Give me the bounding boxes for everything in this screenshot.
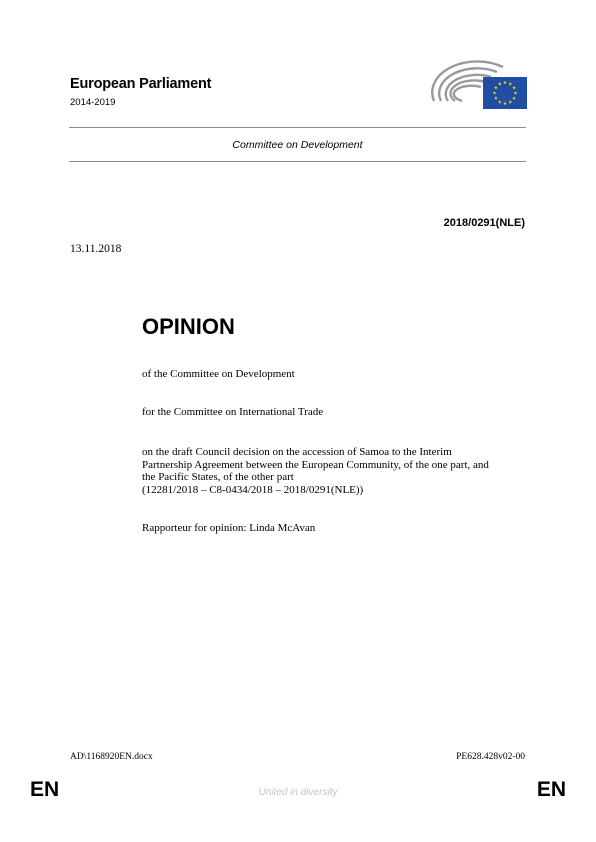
subject-line: (12281/2018 – C8-0434/2018 – 2018/0291(NLE)) (142, 483, 364, 496)
rapporteur-text: Rapporteur for opinion: Linda McAvan (142, 522, 316, 534)
motto: United in diversity (258, 787, 338, 798)
parliamentary-term: 2014-2019 (70, 97, 116, 108)
document-date: 13.11.2018 (70, 243, 122, 255)
file-reference: AD\1168920EN.docx (70, 752, 153, 762)
subject-paragraph (142, 446, 532, 496)
european-parliament-logo-icon (431, 59, 527, 109)
committee-name: Committee on Development (232, 139, 363, 151)
header-rule-top (69, 127, 526, 128)
procedure-reference: 2018/0291(NLE) (443, 217, 525, 229)
subject-line: the Pacific States, of the other part (142, 471, 294, 484)
pe-reference: PE628.428v02-00 (456, 752, 525, 762)
language-code-right: EN (536, 778, 566, 801)
header-rule-bottom (69, 161, 526, 162)
document-title: OPINION (142, 314, 235, 339)
subject-line: on the draft Council decision on the accession of Samoa to the Interim (142, 446, 452, 458)
of-committee-text: of the Committee on Development (142, 368, 295, 380)
language-code-left: EN (30, 778, 60, 801)
subject-line: Partnership Agreement between the European Community, of the one part, and (142, 458, 489, 471)
for-committee-text: for the Committee on International Trade (142, 406, 324, 418)
organization-name: European Parliament (70, 76, 212, 92)
